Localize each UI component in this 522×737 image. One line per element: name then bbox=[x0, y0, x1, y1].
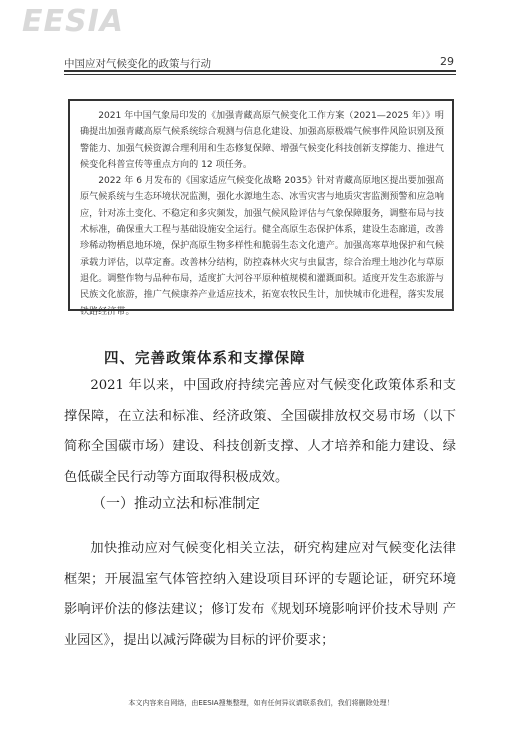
box-paragraph-2: 2022 年 6 月发布的《国家适应气候变化战略 2035》针对青藏高原地区提出要加强高原气候系统与生态环境状况监测，强化水源地生态、冰雪灾害与地质灾害监测预警和应急响应，针对冻土变化、不稳定和多灾频发，加强气候风险评估与气象保障服务，调整布局与技术标准，确保重大工程与基础设施安全运行。健全高原生态保护体系，建设生态廊道，改善珍稀动物栖息地环境，保护高原生物多样性和脆弱生态文化遗产。加强高寒草地保护和气候承载力评估，以草定畜。改善林分结构，防控森林火灾与虫鼠害，综合治理土地沙化与草原退化。调整作物与品种布局，适度扩大河谷平原种植规模和灌溉面积。适度开发生态旅游与民族文化旅游，推广气候康养产业适应技术，拓宽农牧民生计，加快城市化进程，落实发展铁路经济带。 bbox=[80, 176, 444, 317]
section-intro-paragraph: 2021 年以来，中国政府持续完善应对气候变化政策体系和支撑保障，在立法和标准、经济政策、全国碳排放权交易市场（以下简称全国碳市场）建设、科技创新支撑、人才培养和能力建设、绿色低碳全民行动等方面取得积极成效。 bbox=[64, 378, 456, 485]
header-rule-thin bbox=[64, 74, 456, 75]
box-paragraph-1: 2021 年中国气象局印发的《加强青藏高原气候变化工作方案（2021—2025 年）》明确提出加强青藏高原气候系统综合观测与信息化建设、加强高原极端气候事件风险识别及预警能力、加强气候资源合理利用和生态修复保障、增强气候变化科技创新支撑能力、推进气候变化科普宣传等重点方向的 12 项任务。 bbox=[80, 111, 444, 170]
footer-notice: 本文内容来自网络，由EESIA搜集整理，如有任何异议请联系我们，我们将删除处理！ bbox=[128, 699, 394, 707]
section-heading: 四、完善政策体系和支撑保障 bbox=[104, 351, 306, 367]
eesia-logo: EESIA bbox=[22, 4, 124, 39]
highlight-box bbox=[68, 99, 454, 317]
header-rule-thick bbox=[64, 70, 456, 72]
subsection-paragraph: 加快推动应对气候变化相关立法，研究构建应对气候变化法律框架；开展温室气体管控纳入建设项目环评的专题论证，研究环境影响评价法的修法建议；修订发布《规划环境影响评价技术导则 产业园区》，提出以减污降碳为目标的评价要求； bbox=[64, 541, 456, 648]
subsection-heading: （一）推动立法和标准制定 bbox=[92, 496, 260, 512]
page-number: 29 bbox=[440, 55, 454, 68]
running-header: 中国应对气候变化的政策与行动 bbox=[64, 58, 211, 70]
